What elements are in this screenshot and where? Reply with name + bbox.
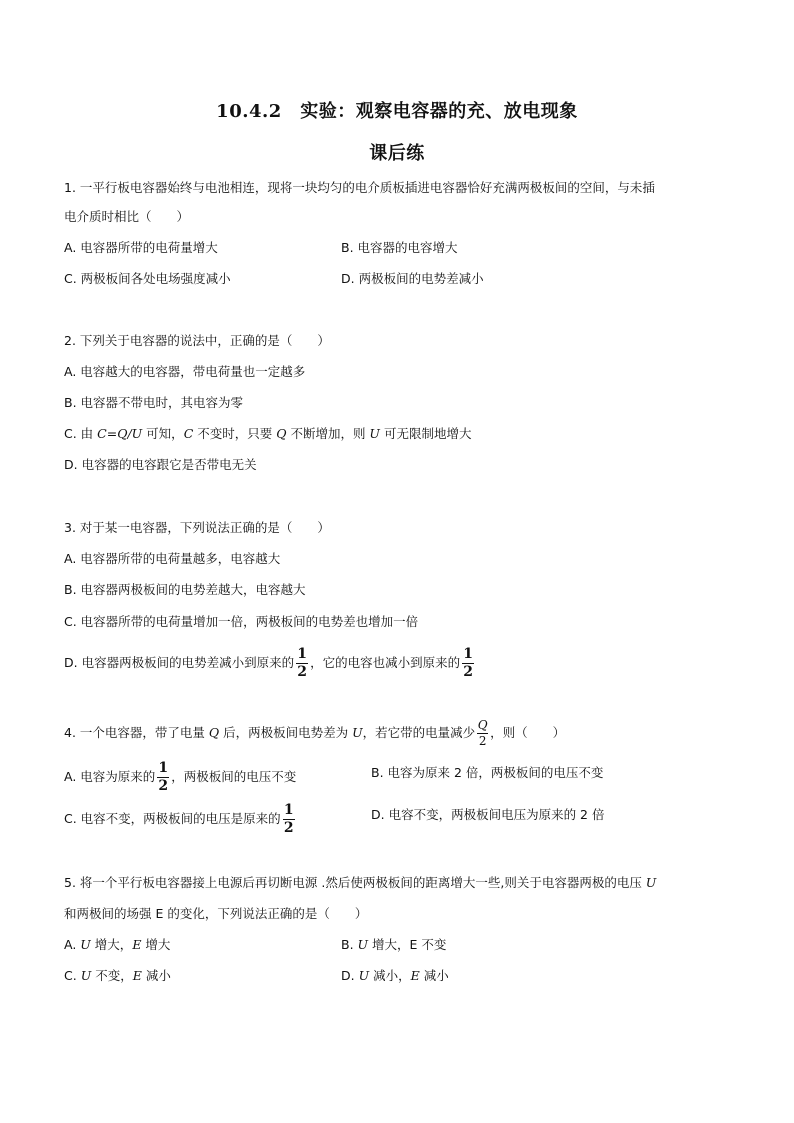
q2-c-mid1: 可知，: [142, 426, 184, 441]
q2-stem: 2. 下列关于电容器的说法中，正确的是（ ）: [64, 333, 330, 348]
q5-d-var-e: E: [410, 968, 420, 983]
q1-option-b: B. 电容器的电容增大: [341, 240, 458, 255]
q5-b-post: 增大，E 不变: [368, 937, 447, 952]
q4-stem-part4: ，则（ ）: [490, 725, 566, 740]
q3-option-c: C. 电容器所带的电荷量增加一倍，两极板间的电势差也增加一倍: [64, 614, 419, 629]
q2-c-suffix: 可无限制地增大: [379, 426, 472, 441]
q5-b-label: B.: [341, 937, 358, 952]
q5-option-a: [64, 935, 170, 955]
q3-option-d: [64, 647, 476, 680]
q4-stem-part3: ，若它带的电量减少: [362, 725, 476, 740]
q5-b-var-u: U: [357, 937, 369, 952]
fraction-denominator: 2: [158, 778, 169, 794]
q2-c-mid2: 不变时，只要: [193, 426, 277, 441]
q2-c-equation: C=Q/U: [97, 426, 143, 441]
q4-stem-part1: 4. 一个电容器，带了电量: [64, 725, 209, 740]
q5-a-post: 增大: [141, 937, 171, 952]
q1-option-c: C. 两极板间各处电场强度减小: [64, 271, 231, 286]
q4-stem: [64, 719, 565, 748]
q3-d-part1: D. 电容器两极板间的电势差减小到原来的: [64, 655, 295, 670]
q5-line1-text: 5. 将一个平行板电容器接上电源后再切断电源 .然后使两极板间的距离增大一些,则关于电容器两极的电压: [64, 875, 646, 890]
q4-c-part1: C. 电容不变，两极板间的电压是原来的: [64, 811, 281, 826]
q5-c-mid: 不变，: [91, 968, 133, 983]
q4-option-b: B. 电容为原来 2 倍，两极板间的电压不变: [371, 765, 604, 780]
q5-d-var-u: U: [358, 968, 370, 983]
q4-option-a: [64, 761, 296, 794]
q5-a-var-u: U: [80, 937, 91, 952]
q4-a-part2: ，两极板间的电压不变: [171, 769, 297, 784]
q5-d-mid: 减小，: [369, 968, 411, 983]
fraction-numerator: 1: [297, 646, 307, 662]
fraction-numerator: 1: [463, 646, 473, 662]
q5-stem-line1: [64, 873, 656, 893]
q2-c-prefix: C. 由: [64, 426, 98, 441]
q2-c-var-c: C: [183, 426, 194, 441]
fraction-numerator: 1: [158, 760, 169, 776]
page-title: 10.4.2 实验：观察电容器的充、放电现象: [216, 101, 578, 122]
q5-c-var-u: U: [80, 968, 92, 983]
q3-option-b: B. 电容器两极板间的电势差越大，电容越大: [64, 582, 306, 597]
q1-option-a: A. 电容器所带的电荷量增大: [64, 240, 218, 255]
q2-option-a: A. 电容越大的电容器，带电荷量也一定越多: [64, 364, 306, 379]
q4-stem-part2: 后，两极板间电势差为: [219, 725, 353, 740]
q5-line1-var-u: U: [645, 875, 657, 890]
q5-d-label: D.: [341, 968, 359, 983]
q4-option-c: [64, 803, 297, 836]
q2-option-b: B. 电容器不带电时，其电容为零: [64, 395, 244, 410]
fraction-denominator: 2: [283, 820, 294, 836]
q5-stem-line2: 和两极间的场强 E 的变化，下列说法正确的是（ ）: [64, 906, 368, 921]
q5-a-var-e: E: [132, 937, 142, 952]
fraction-numerator: Q: [477, 718, 488, 732]
q5-a-label: A.: [64, 937, 81, 952]
q3-d-fraction-2: [462, 647, 474, 680]
q4-a-part1: A. 电容为原来的: [64, 769, 156, 784]
q3-d-part2: ，它的电容也减小到原来的: [310, 655, 461, 670]
q4-option-d: D. 电容不变，两极板间电压为原来的 2 倍: [371, 807, 605, 822]
q2-c-var-u: U: [369, 426, 380, 441]
fraction-numerator: 1: [283, 802, 294, 818]
page-subtitle: 课后练: [369, 143, 425, 164]
fraction-denominator: 2: [297, 664, 307, 680]
q3-d-fraction-1: [296, 647, 308, 680]
q1-stem-line2: 电介质时相比（ ）: [64, 209, 190, 224]
q5-c-label: C.: [64, 968, 81, 983]
q4-stem-var-u: U: [352, 725, 363, 740]
fraction-denominator: 2: [478, 734, 487, 748]
q2-option-d: D. 电容器的电容跟它是否带电无关: [64, 457, 257, 472]
q5-d-post: 减小: [419, 968, 449, 983]
q5-c-var-e: E: [132, 968, 142, 983]
q4-c-fraction: [283, 803, 295, 836]
q4-stem-fraction: [477, 719, 488, 748]
q1-stem-line1: 1. 一平行板电容器始终与电池相连，现将一块均匀的电介质板插进电容器恰好充满两极板间的空间，与未插: [64, 180, 655, 195]
q3-stem: 3. 对于某一电容器，下列说法正确的是（ ）: [64, 520, 330, 535]
q1-option-d: D. 两极板间的电势差减小: [341, 271, 484, 286]
q5-option-b: [341, 935, 446, 955]
q2-c-var-q: Q: [276, 426, 287, 441]
q5-option-d: [341, 966, 449, 986]
q2-c-mid3: 不断增加，则: [286, 426, 370, 441]
fraction-denominator: 2: [463, 664, 473, 680]
q4-a-fraction: [157, 761, 169, 794]
q4-stem-var-q: Q: [208, 725, 220, 740]
q5-c-post: 减小: [141, 968, 171, 983]
q3-option-a: A. 电容器所带的电荷量越多，电容越大: [64, 551, 281, 566]
q5-option-c: [64, 966, 171, 986]
q2-option-c: [64, 424, 471, 444]
q5-a-mid: 增大，: [90, 937, 133, 952]
